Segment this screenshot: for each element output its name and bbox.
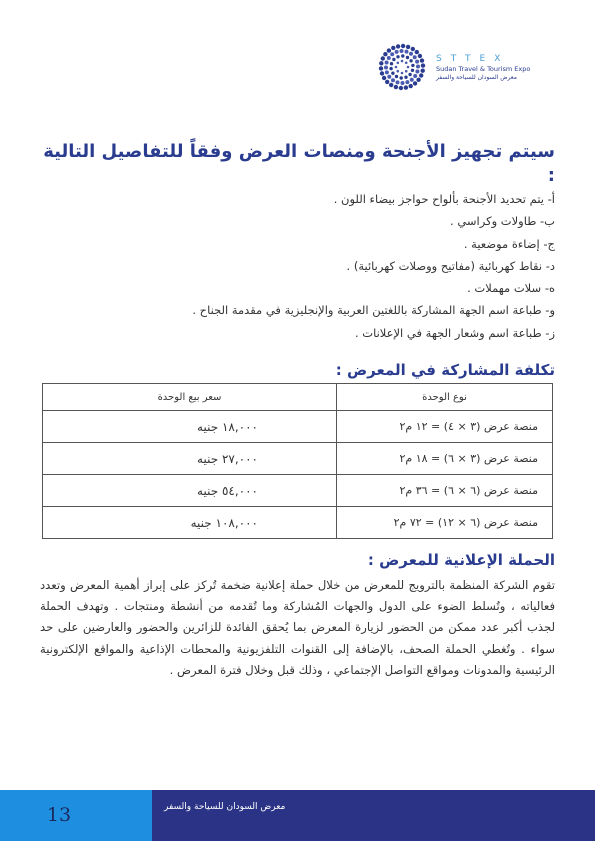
campaign-paragraph: تقوم الشركة المنظمة بالترويج للمعرض من خلال حملة إعلانية ضخمة تُركز على إبراز أهمية المعرض وتعدد فعالياته ، وتُسلط الضوء على الدول والجهات المُشاركة وما تُقدمه من أنشطة ومنتجات . وتهدف الحملة لجذب أكبر عدد ممكن من الحضور لزيارة المعرض بما يُحقق الفائدة للزائرين والحضور والعارضين على حد سواء . وتُغطي الحملة الصحف، بالإضافة إلى القنوات التلفزيونية والمحطات الإذاعية والمواقع الإلكترونية الرئيسية والمدونات ومواقع التواصل الإجتماعي ، وذلك قبل وخلال فترة المعرض . xyxy=(40,578,555,677)
logo-text xyxy=(436,54,530,82)
logo-subtitle-ar: معرض السودان للسياحة والسفر xyxy=(436,74,517,81)
unit-type-cell: منصة عرض (٣ × ٦) = ١٨ م٢ xyxy=(337,443,553,475)
logo-dots-icon xyxy=(376,42,432,92)
table-row xyxy=(43,475,553,507)
list-item: ج- إضاءة موضعية . xyxy=(463,236,555,251)
campaign-heading: الحملة الإعلانية للمعرض : xyxy=(367,551,555,569)
logo xyxy=(376,42,556,92)
list-item: أ- يتم تحديد الأجنحة بألواح حواجز بيضاء اللون . xyxy=(333,192,555,206)
table-row xyxy=(43,411,553,443)
cost-heading: تكلفة المشاركة في المعرض : xyxy=(335,361,555,379)
page-number: 13 xyxy=(46,804,72,826)
footer-bar xyxy=(152,790,595,841)
footer xyxy=(0,790,595,841)
table-header-row xyxy=(43,384,553,411)
logo-subtitle-en: Sudan Travel & Tourism Expo xyxy=(436,65,531,73)
list-item: ب- طاولات وكراسي . xyxy=(450,214,555,229)
column-header-type: نوع الوحدة xyxy=(337,384,553,411)
list-item: ز- طباعة اسم وشعار الجهة في الإعلانات . xyxy=(354,325,555,340)
list-item: و- طباعة اسم الجهة المشاركة باللغتين العربية والإنجليزية في مقدمة الجناح . xyxy=(192,303,555,318)
list-item: د- نقاط كهربائية (مفاتيح ووصلات كهربائية) . xyxy=(346,258,555,273)
page-heading: سيتم تجهيز الأجنحة ومنصات العرض وفقاً للتفاصيل التالية : xyxy=(43,141,555,186)
list-item: ه- سلات مهملات . xyxy=(467,281,555,296)
unit-type-cell: منصة عرض (٦ × ٦) = ٣٦ م٢ xyxy=(337,475,553,507)
cost-table xyxy=(42,383,553,539)
unit-price-cell: ٥٤,٠٠٠ جنيه xyxy=(43,475,337,507)
unit-price-cell: ١٨,٠٠٠ جنيه xyxy=(43,411,337,443)
unit-type-cell: منصة عرض (٣ × ٤) = ١٢ م٢ xyxy=(337,411,553,443)
table-row xyxy=(43,443,553,475)
table-row xyxy=(43,507,553,539)
logo-name: STTEX xyxy=(436,54,510,64)
equipment-list xyxy=(40,188,555,344)
unit-price-cell: ١٠٨,٠٠٠ جنيه xyxy=(43,507,337,539)
unit-type-cell: منصة عرض (٦ × ١٢) = ٧٢ م٢ xyxy=(337,507,553,539)
unit-price-cell: ٢٧,٠٠٠ جنيه xyxy=(43,443,337,475)
column-header-price: سعر بيع الوحدة xyxy=(43,384,337,411)
footer-title: معرض السودان للسياحة والسفر xyxy=(164,802,286,812)
